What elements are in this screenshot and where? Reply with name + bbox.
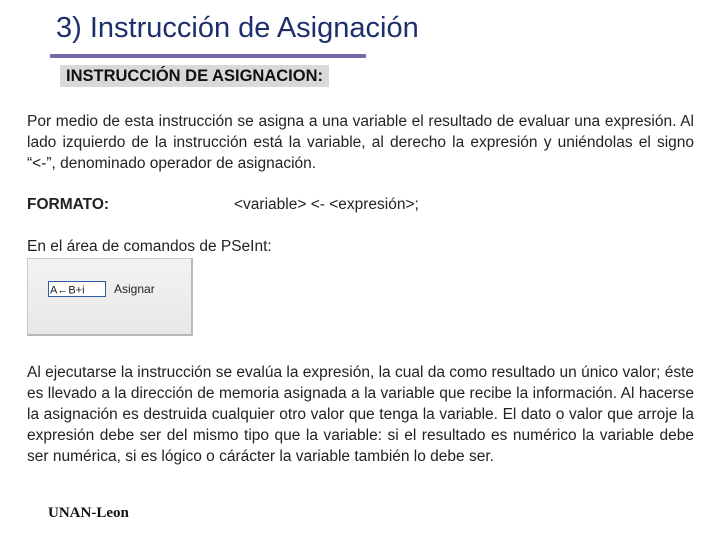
commands-intro: En el área de comandos de PSeInt: [27, 238, 272, 255]
assign-button-label: Asignar [114, 282, 155, 296]
definition-paragraph: Por medio de esta instrucción se asigna a una variable el resultado de evaluar una expresión. Al lado izquierdo de la instrucción está la variable, al derecho la expresión y uniéndolas el signo “<-”, denominado operador de asignación. [27, 113, 694, 172]
title-underline [50, 54, 366, 58]
format-label: FORMATO: [27, 196, 110, 213]
assign-icon-text: A←B+i [50, 284, 85, 297]
assign-button[interactable] [48, 281, 155, 297]
pseint-command-panel [27, 258, 193, 336]
footer-label: UNAN-Leon [48, 505, 129, 521]
slide-title: 3) Instrucción de Asignación [56, 12, 419, 44]
execution-paragraph: Al ejecutarse la instrucción se evalúa la expresión, la cual da como resultado un único valor; éste es llevado a la dirección de memoria asignada a la variable que recibe la información. Al hacerse la asignación es destruida cualquier otro valor que tenga la variable. El dato o valor que arroje la expresión debe ser del mismo tipo que la variable: si el resultado es numérico la variable debe ser numérica, si es lógico o cárácter la variable también lo debe ser. [27, 364, 694, 465]
section-heading: INSTRUCCIÓN DE ASIGNACION: [60, 65, 329, 87]
format-syntax: <variable> <- <expresión>; [234, 196, 419, 213]
assign-arrow-icon [48, 281, 106, 297]
